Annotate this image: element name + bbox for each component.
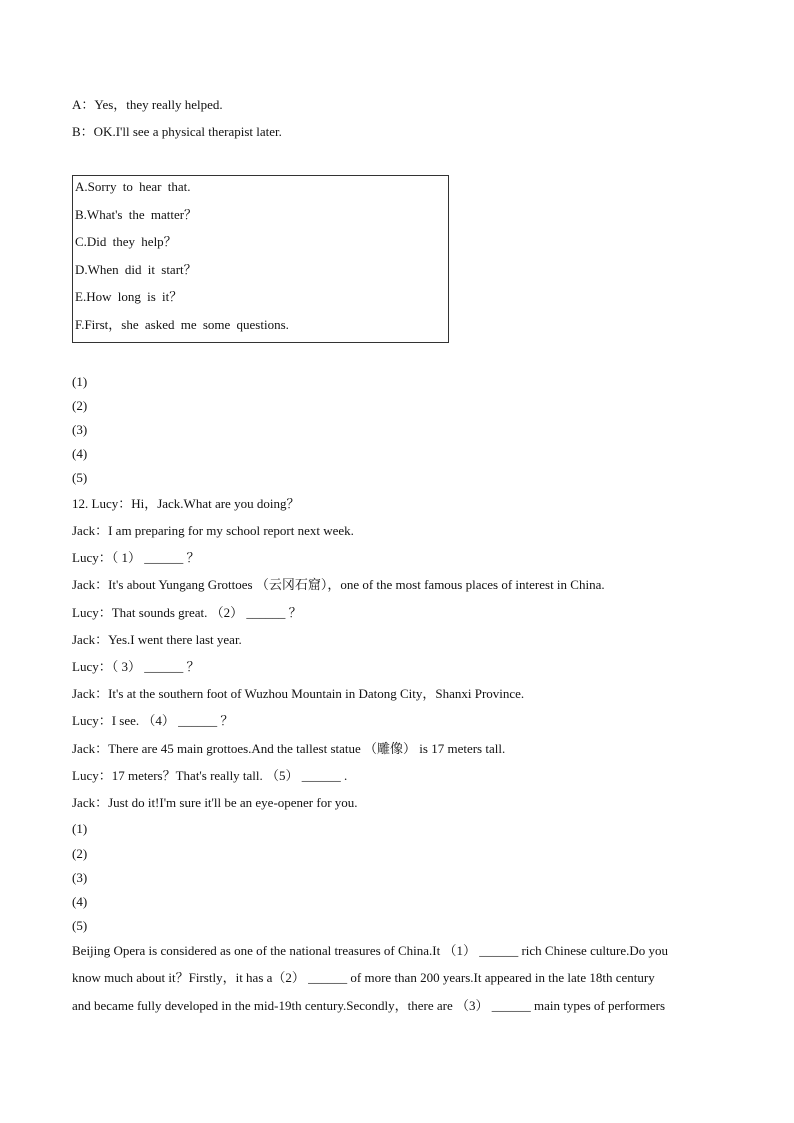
q12-line: 12. Lucy：Hi，Jack.What are you doing？ — [72, 496, 300, 511]
answer-number: (3) — [72, 422, 88, 437]
q12-line: Jack：It's about Yungang Grottoes （云冈石窟），one of the most famous places of interest in China. — [72, 577, 605, 592]
option-d: D.When did it start？ — [75, 262, 197, 277]
answer-number: (4) — [72, 894, 88, 909]
q12-line: Jack：Yes.I went there last year. — [72, 632, 242, 647]
option-b: B.What's the matter？ — [75, 207, 198, 222]
q12-line: Jack：Just do it!I'm sure it'll be an eye-opener for you. — [72, 795, 358, 810]
option-f: F.First，she asked me some questions. — [75, 317, 289, 332]
options-box — [72, 175, 449, 343]
dialog-line-b: B：OK.I'll see a physical therapist later. — [72, 124, 282, 139]
answer-number: (2) — [72, 846, 88, 861]
option-a: A.Sorry to hear that. — [75, 179, 191, 194]
answer-number: (1) — [72, 374, 88, 389]
passage-line: and became fully developed in the mid-19th century.Secondly，there are （3） ______ main types of performers — [72, 998, 666, 1013]
q12-line: Jack：It's at the southern foot of Wuzhou Mountain in Datong City，Shanxi Province. — [72, 686, 525, 701]
passage-line: Beijing Opera is considered as one of the national treasures of China.It （1） ______ rich Chinese culture.Do you — [72, 943, 669, 958]
q12-line: Lucy：（ 1） ______ ？ — [72, 550, 200, 565]
q12-line: Jack：There are 45 main grottoes.And the tallest statue （雕像） is 17 meters tall. — [72, 741, 506, 756]
answer-number: (3) — [72, 870, 88, 885]
q12-line: Lucy：That sounds great. （2） ______ ？ — [72, 605, 302, 620]
q12-line: Lucy：17 meters？That's really tall. （5） ______ . — [72, 768, 348, 783]
dialog-line-a: A：Yes，they really helped. — [72, 97, 223, 112]
answer-number: (4) — [72, 446, 88, 461]
passage-line: know much about it？Firstly，it has a（2） ______ of more than 200 years.It appeared in the late 18th century — [72, 970, 655, 985]
q12-line: Lucy：（ 3） ______ ？ — [72, 659, 200, 674]
answer-number: (5) — [72, 918, 88, 933]
answer-number: (1) — [72, 821, 88, 836]
answer-number: (2) — [72, 398, 88, 413]
option-c: C.Did they help？ — [75, 234, 177, 249]
q12-line: Jack：I am preparing for my school report next week. — [72, 523, 354, 538]
q12-line: Lucy：I see. （4） ______ ？ — [72, 713, 234, 728]
option-e: E.How long is it？ — [75, 289, 183, 304]
answer-number: (5) — [72, 470, 88, 485]
